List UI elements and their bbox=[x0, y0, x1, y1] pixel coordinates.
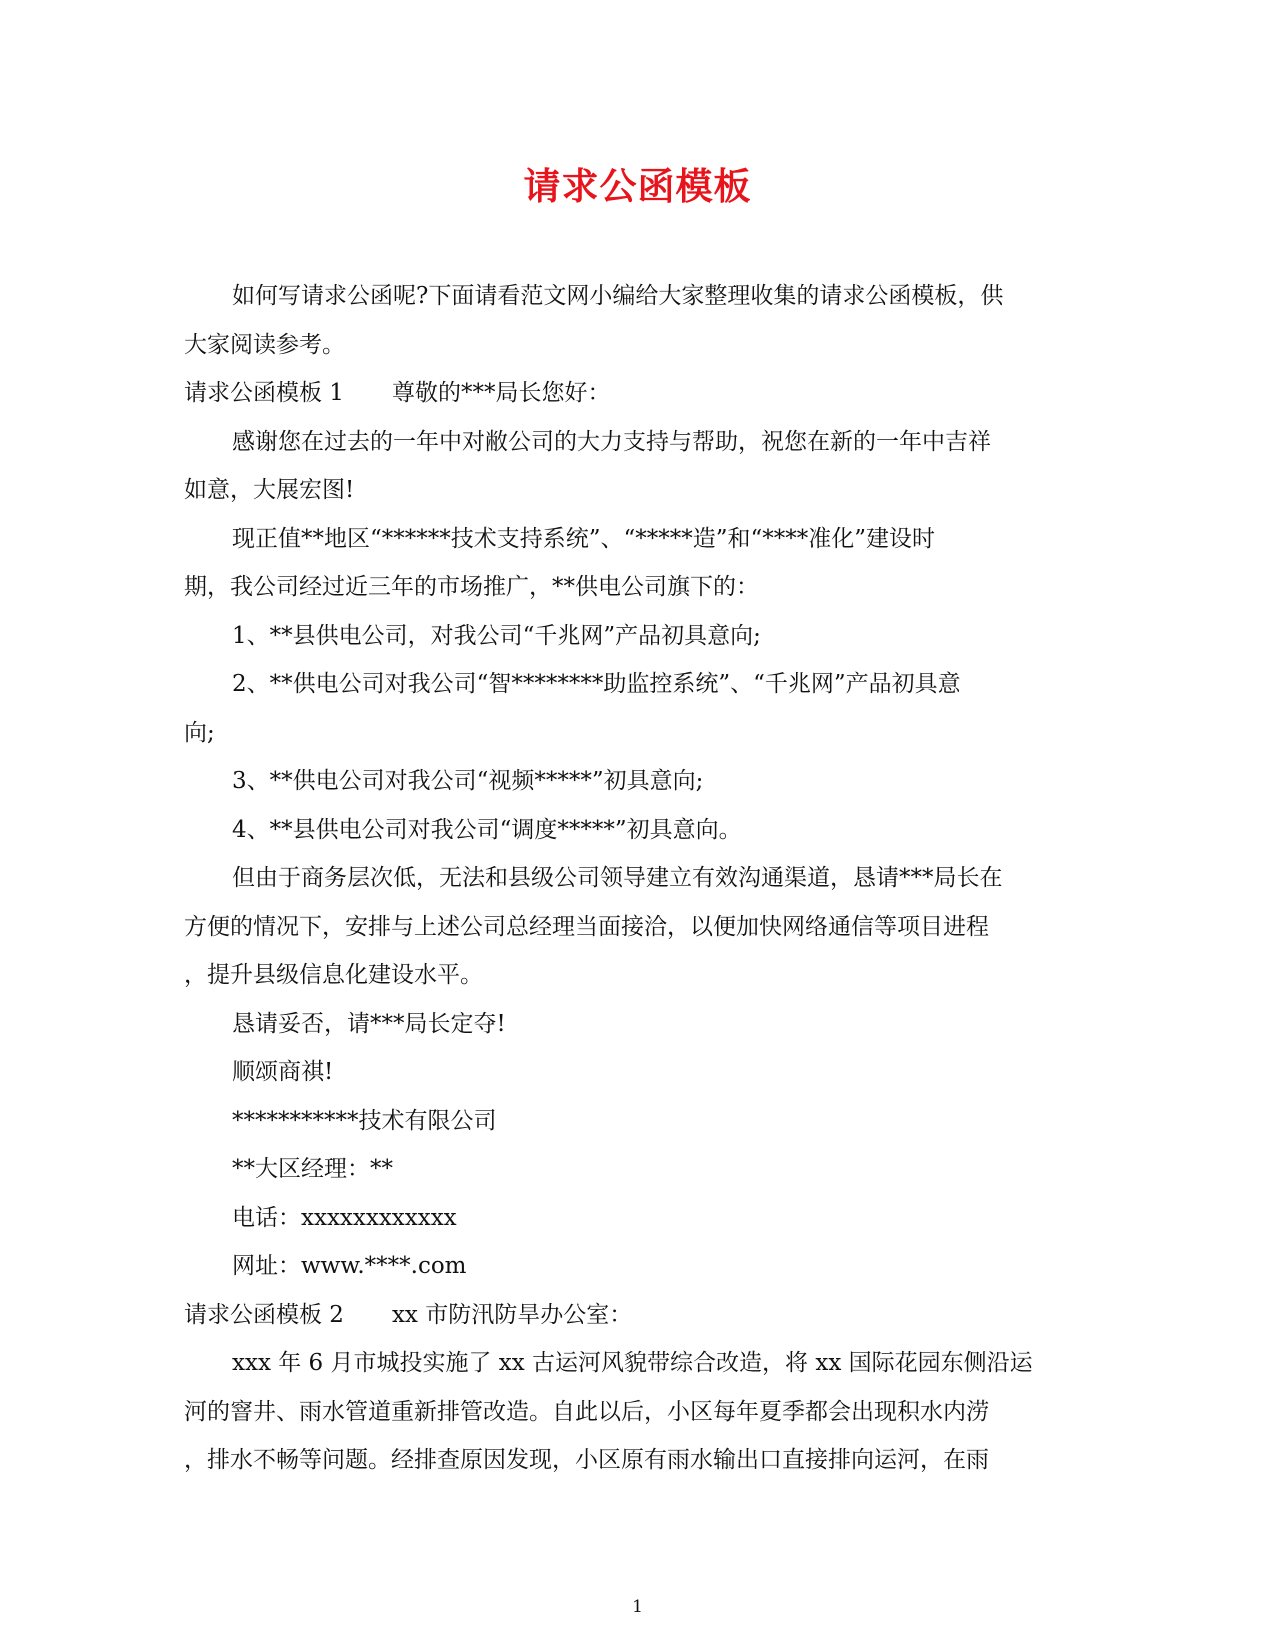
text-line bbox=[184, 660, 1084, 709]
section-heading-line bbox=[184, 369, 1084, 418]
section-heading: 请求公函模板 1 bbox=[184, 380, 344, 406]
line-text: 方便的情况下，安排与上述公司总经理当面接洽，以便加快网络通信等项目进程 bbox=[184, 913, 989, 940]
document-body bbox=[184, 272, 1084, 1485]
line-text: 向; bbox=[184, 719, 215, 746]
text-line bbox=[184, 951, 1084, 1000]
text-line bbox=[184, 1194, 1084, 1243]
text-line bbox=[184, 903, 1084, 952]
line-text: xxx 年 6 月市城投实施了 xx 古运河风貌带综合改造，将 xx 国际花园东侧沿运 bbox=[232, 1350, 1033, 1376]
text-line bbox=[184, 1242, 1084, 1291]
text-line bbox=[184, 272, 1084, 321]
line-text: 电话：xxxxxxxxxxxx bbox=[232, 1204, 457, 1231]
text-line bbox=[184, 563, 1084, 612]
text-line bbox=[184, 757, 1084, 806]
line-text: 2、**供电公司对我公司“智********助监控系统”、“千兆网”产品初具意 bbox=[232, 671, 961, 697]
line-text: 如意，大展宏图! bbox=[184, 477, 355, 503]
text-line bbox=[184, 806, 1084, 855]
line-text: ***********技术有限公司 bbox=[232, 1107, 497, 1134]
line-text: 4、**县供电公司对我公司“调度*****”初具意向。 bbox=[232, 816, 742, 843]
line-text: 现正值**地区“******技术支持系统”、“*****造”和“****准化”建设时 bbox=[232, 525, 936, 552]
text-line bbox=[184, 321, 1084, 370]
text-line bbox=[184, 418, 1084, 467]
line-text: 网址：www.****.com bbox=[232, 1253, 467, 1279]
text-line bbox=[184, 612, 1084, 661]
line-text: xx 市防汛防旱办公室： bbox=[391, 1301, 633, 1328]
line-text: ，排水不畅等问题。经排查原因发现，小区原有雨水输出口直接排向运河，在雨 bbox=[184, 1447, 989, 1473]
text-line bbox=[184, 1339, 1084, 1388]
text-line bbox=[184, 1436, 1084, 1485]
page-number: 1 bbox=[632, 1597, 643, 1617]
text-line bbox=[184, 1048, 1084, 1097]
text-line bbox=[184, 1097, 1084, 1146]
text-line bbox=[184, 515, 1084, 564]
section-heading-line bbox=[184, 1291, 1084, 1340]
line-text: **大区经理：** bbox=[232, 1156, 393, 1182]
line-text: 河的窨井、雨水管道重新排管改造。自此以后，小区每年夏季都会出现积水内涝 bbox=[184, 1398, 989, 1425]
line-text: 但由于商务层次低，无法和县级公司领导建立有效沟通渠道，恳请***局长在 bbox=[232, 865, 1003, 891]
text-line bbox=[184, 1388, 1084, 1437]
line-text: 3、**供电公司对我公司“视频*****”初具意向; bbox=[232, 768, 704, 794]
line-text: 恳请妥否，请***局长定夺! bbox=[232, 1010, 506, 1037]
line-text: 尊敬的***局长您好： bbox=[391, 380, 611, 406]
line-text: ，提升县级信息化建设水平。 bbox=[184, 962, 483, 988]
line-text: 1、**县供电公司，对我公司“千兆网”产品初具意向; bbox=[232, 622, 761, 649]
line-text: 期，我公司经过近三年的市场推广，**供电公司旗下的： bbox=[184, 574, 759, 600]
text-line bbox=[184, 1145, 1084, 1194]
line-text: 感谢您在过去的一年中对敝公司的大力支持与帮助，祝您在新的一年中吉祥 bbox=[232, 428, 991, 455]
line-text: 大家阅读参考。 bbox=[184, 331, 345, 358]
text-line bbox=[184, 854, 1084, 903]
text-line bbox=[184, 466, 1084, 515]
line-text: 顺颂商祺! bbox=[232, 1059, 334, 1085]
document-title: 请求公函模板 bbox=[523, 164, 752, 208]
text-line bbox=[184, 709, 1084, 758]
text-line bbox=[184, 1000, 1084, 1049]
section-heading: 请求公函模板 2 bbox=[184, 1301, 344, 1328]
line-text: 如何写请求公函呢?下面请看范文网小编给大家整理收集的请求公函模板，供 bbox=[232, 283, 1004, 309]
